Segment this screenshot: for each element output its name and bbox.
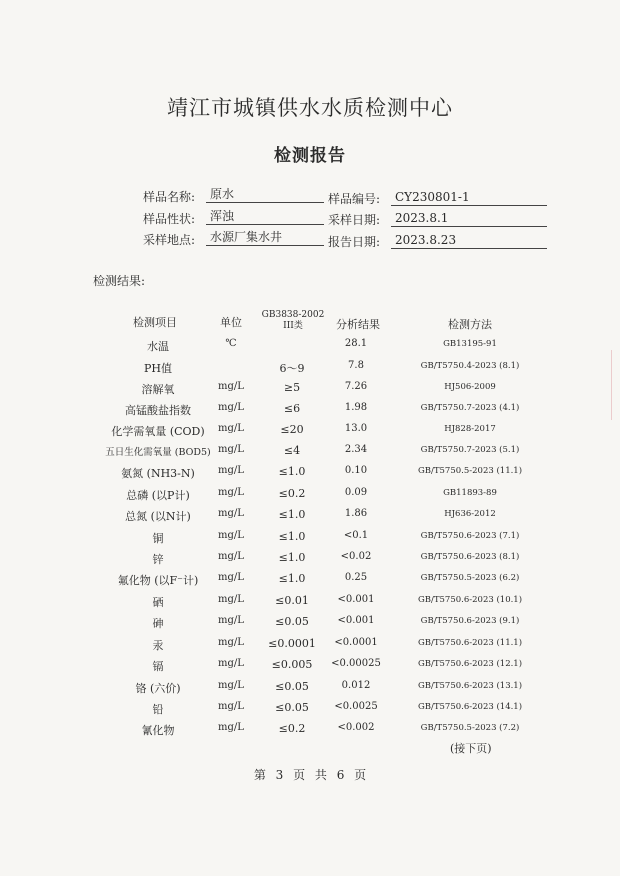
row-method: GB/T5750.6-2023 (8.1): [420, 552, 520, 562]
header-method: 检测方法: [448, 318, 492, 331]
row-unit: mg/L: [218, 487, 244, 498]
row-limit: ≤0.01: [275, 594, 309, 607]
row-method: HJ506-2009: [444, 382, 496, 392]
row-result: <0.00025: [331, 658, 381, 669]
row-unit: mg/L: [218, 637, 244, 648]
row-unit: mg/L: [218, 572, 244, 583]
table-row: [0, 551, 620, 571]
row-unit: mg/L: [218, 465, 244, 476]
row-item: 总磷 (以P计): [126, 489, 190, 502]
row-item: 铅: [152, 703, 164, 716]
row-limit: ≤20: [280, 423, 304, 436]
row-item: 砷: [152, 617, 164, 630]
row-method: GB/T5750.5-2023 (7.2): [420, 723, 520, 733]
row-unit: mg/L: [218, 594, 244, 605]
row-limit: ≤4: [283, 444, 301, 457]
table-row: [0, 444, 620, 464]
row-unit: mg/L: [218, 680, 244, 691]
row-limit: ≤1.0: [278, 465, 306, 478]
table-row: [0, 381, 620, 401]
row-item: 高锰酸盐指数: [125, 404, 191, 417]
row-result: 1.98: [344, 402, 368, 413]
row-method: GB13195-91: [443, 339, 497, 349]
row-item: 氨氮 (NH3-N): [121, 467, 195, 480]
row-limit: ≤0.2: [278, 722, 306, 735]
row-result: 28.1: [344, 338, 368, 349]
row-item: PH值: [144, 362, 172, 375]
row-limit: ≤1.0: [278, 551, 306, 564]
row-method: GB/T5750.6-2023 (11.1): [417, 638, 523, 648]
row-unit: ℃: [225, 338, 237, 349]
table-row: [0, 487, 620, 507]
table-row: [0, 637, 620, 657]
table-row: [0, 338, 620, 358]
row-limit: ≥5: [283, 381, 301, 394]
table-row: [0, 508, 620, 528]
row-result: <0.001: [337, 615, 375, 626]
row-item: 汞: [152, 639, 164, 652]
row-method: GB/T5750.6-2023 (7.1): [420, 531, 520, 541]
sample-location-value: 水源厂集水井: [206, 229, 324, 246]
row-result: <0.1: [343, 530, 369, 541]
report-title: 检测报告: [274, 146, 346, 166]
row-unit: mg/L: [218, 530, 244, 541]
row-item: 化学需氧量 (COD): [111, 425, 205, 438]
row-method: GB/T5750.7-2023 (4.1): [420, 403, 520, 413]
table-row: [0, 360, 620, 380]
table-row: [0, 658, 620, 678]
results-label: 检测结果:: [93, 274, 146, 288]
row-result: 13.0: [344, 423, 368, 434]
row-item: 硒: [152, 596, 164, 609]
row-limit: ≤0.05: [275, 701, 309, 714]
row-unit: mg/L: [218, 701, 244, 712]
row-limit: ≤0.05: [275, 615, 309, 628]
table-row: [0, 465, 620, 485]
row-result: 7.26: [344, 381, 368, 392]
table-row: [0, 594, 620, 614]
sample-date-value: 2023.8.1: [391, 210, 547, 227]
sample-name-label: 样品名称:: [143, 190, 196, 204]
page-number: 第 3 页 共 6 页: [253, 768, 367, 782]
table-row: [0, 572, 620, 592]
table-row: [0, 402, 620, 422]
report-date-value: 2023.8.23: [391, 232, 547, 249]
header-unit: 单位: [220, 316, 242, 329]
row-result: <0.02: [340, 551, 372, 562]
row-item: 锌: [152, 553, 164, 566]
row-result: 0.25: [344, 572, 368, 583]
row-result: <0.0001: [334, 637, 378, 648]
report-date-label: 报告日期:: [328, 235, 381, 249]
sample-property-label: 样品性状:: [143, 212, 196, 226]
org-title: 靖江市城镇供水水质检测中心: [167, 96, 453, 120]
row-unit: mg/L: [218, 551, 244, 562]
row-result: 0.09: [344, 487, 368, 498]
row-method: GB/T5750.7-2023 (5.1): [420, 445, 520, 455]
row-method: HJ636-2012: [444, 509, 496, 519]
table-row: [0, 701, 620, 721]
row-limit: ≤1.0: [278, 572, 306, 585]
row-limit: ≤0.05: [275, 680, 309, 693]
row-item: 铜: [152, 532, 164, 545]
header-standard-line2: III类: [283, 321, 303, 331]
row-unit: mg/L: [218, 444, 244, 455]
row-item: 氰化物: [141, 724, 175, 737]
row-method: GB/T5750.5-2023 (11.1): [417, 466, 523, 476]
sample-name-value: 原水: [206, 186, 324, 203]
table-row: [0, 615, 620, 635]
row-item: 溶解氧: [141, 383, 175, 396]
row-result: 0.012: [341, 680, 371, 691]
row-method: GB11893-89: [443, 488, 497, 498]
row-unit: mg/L: [218, 615, 244, 626]
table-row: [0, 722, 620, 742]
sample-date-label: 采样日期:: [328, 213, 381, 227]
row-unit: mg/L: [218, 402, 244, 413]
row-unit: mg/L: [218, 423, 244, 434]
row-method: GB/T5750.5-2023 (6.2): [420, 573, 520, 583]
continue-note: (接下页): [450, 742, 492, 755]
header-standard-line1: GB3838-2002: [261, 310, 325, 320]
row-item: 铬 (六价): [135, 682, 181, 695]
row-unit: mg/L: [218, 722, 244, 733]
row-limit: ≤6: [283, 402, 301, 415]
row-result: 0.10: [344, 465, 368, 476]
table-row: [0, 680, 620, 700]
sample-property-value: 浑浊: [206, 208, 324, 225]
stamp-edge-mark: [611, 350, 620, 420]
row-limit: ≤1.0: [278, 508, 306, 521]
row-result: <0.0025: [334, 701, 378, 712]
row-method: GB/T5750.6-2023 (10.1): [417, 595, 523, 605]
row-unit: mg/L: [218, 508, 244, 519]
row-result: <0.002: [337, 722, 375, 733]
row-method: GB/T5750.4-2023 (8.1): [420, 361, 520, 371]
header-result: 分析结果: [336, 318, 380, 331]
row-result: 1.86: [344, 508, 368, 519]
row-method: HJ828-2017: [444, 424, 496, 434]
sample-id-value: CY230801-1: [391, 189, 547, 206]
sample-location-label: 采样地点:: [143, 233, 196, 247]
sample-id-label: 样品编号:: [328, 192, 381, 206]
row-limit: ≤0.005: [271, 658, 313, 671]
row-item: 水温: [147, 340, 169, 353]
header-item: 检测项目: [133, 316, 177, 329]
row-unit: mg/L: [218, 381, 244, 392]
row-item: 五日生化需氧量 (BOD5): [105, 447, 211, 458]
row-result: 2.34: [344, 444, 368, 455]
row-limit: 6～9: [279, 362, 305, 375]
row-limit: ≤1.0: [278, 530, 306, 543]
row-result: 7.8: [348, 360, 364, 371]
row-method: GB/T5750.6-2023 (12.1): [417, 659, 523, 669]
row-item: 氟化物 (以F⁻计): [117, 574, 199, 587]
row-method: GB/T5750.6-2023 (13.1): [417, 681, 523, 691]
row-method: GB/T5750.6-2023 (9.1): [420, 616, 520, 626]
row-result: <0.001: [337, 594, 375, 605]
row-limit: ≤0.0001: [268, 637, 316, 650]
row-item: 镉: [152, 660, 164, 673]
table-row: [0, 530, 620, 550]
row-limit: ≤0.2: [278, 487, 306, 500]
row-item: 总氮 (以N计): [125, 510, 191, 523]
row-method: GB/T5750.6-2023 (14.1): [417, 702, 523, 712]
header-standard: [258, 310, 328, 332]
row-unit: mg/L: [218, 658, 244, 669]
table-row: [0, 423, 620, 443]
